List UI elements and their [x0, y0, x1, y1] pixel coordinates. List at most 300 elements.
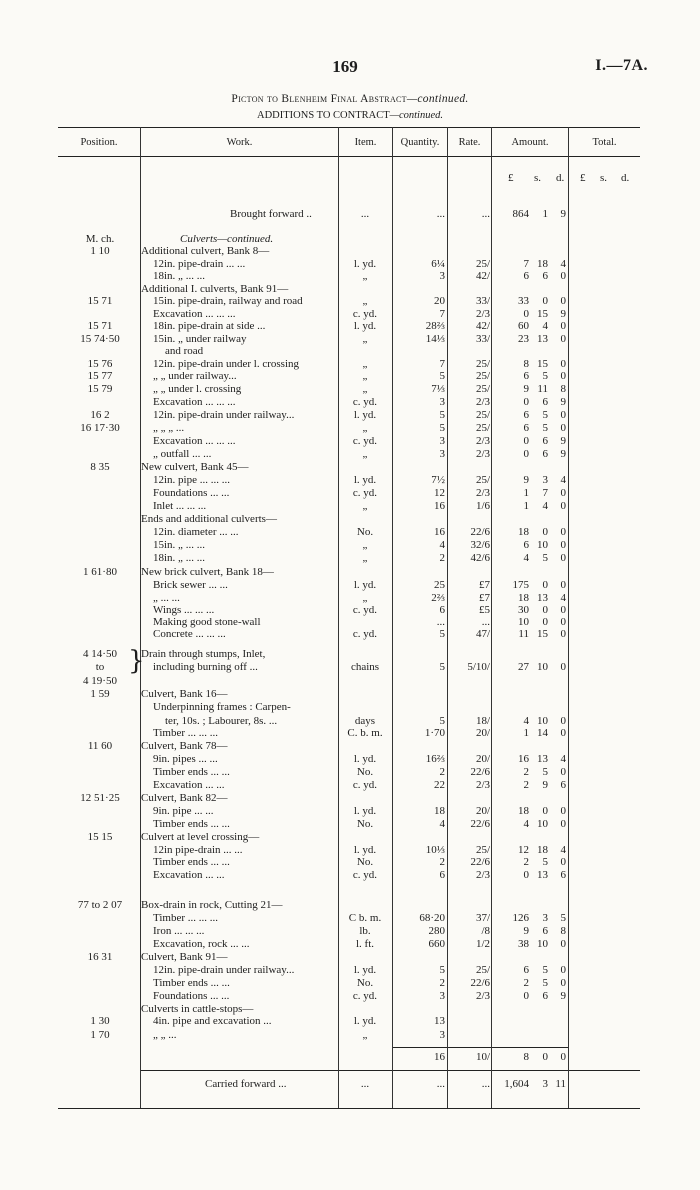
row-8-qty: 28⅔ [425, 320, 445, 332]
row-14-qty: 3 [439, 396, 445, 408]
row-16-work: „ „ „ ... [153, 422, 185, 434]
row-7-pence: 9 [560, 308, 566, 320]
row-17-pounds: 0 [523, 435, 529, 447]
row-25-qty: 4 [439, 539, 445, 551]
row-14-work: Excavation ... ... ... [153, 396, 236, 408]
row-9-rate: 33/ [475, 333, 490, 345]
row-38-qty: 5 [439, 715, 445, 727]
row-15-pence: 0 [560, 409, 566, 421]
row-57-qty: 2 [439, 977, 445, 989]
row-22-rate: 1/6 [475, 500, 490, 512]
row-12-qty: 5 [439, 370, 445, 382]
row-49-item: No. [356, 856, 374, 868]
row-3-rate: 25/ [475, 258, 490, 270]
row-60-pos: 1 30 [90, 1015, 110, 1027]
row-24-rate: 22/6 [470, 526, 490, 538]
row-61-item: „ [362, 1029, 368, 1041]
row-57-work: Timber ends ... ... [153, 977, 230, 989]
row-30-item: c. yd. [352, 604, 378, 616]
row-22-pence: 0 [560, 500, 566, 512]
row-1-pos: M. ch. [85, 233, 115, 245]
row-49-rate: 22/6 [470, 856, 490, 868]
row-44-work: Culvert, Bank 82— [141, 792, 228, 804]
row-19-work: New culvert, Bank 45— [141, 461, 249, 473]
row-20-pounds: 9 [523, 474, 529, 486]
row-17-item: c. yd. [352, 435, 378, 447]
header-rate: Rate. [458, 137, 481, 148]
row-53-rate: /8 [481, 925, 490, 937]
row-26-pounds: 4 [523, 552, 529, 564]
row-11-shillings: 15 [537, 358, 548, 370]
row-56-qty: 5 [439, 964, 445, 976]
row-47-work: Culvert at level crossing— [141, 831, 260, 843]
row-48-work: 12in pipe-drain ... ... [153, 844, 243, 856]
row-6-qty: 20 [434, 295, 445, 307]
row-29-shillings: 13 [537, 592, 548, 604]
row-30-shillings: 0 [542, 604, 548, 616]
row-31-pence: 0 [560, 616, 566, 628]
row-29-qty: 2⅔ [431, 592, 445, 604]
row-13-item: „ [362, 383, 368, 395]
row-14-pence: 9 [560, 396, 566, 408]
row-16-pence: 0 [560, 422, 566, 434]
row-38-item: days [354, 715, 376, 727]
row-24-pounds: 18 [518, 526, 529, 538]
row-32-rate: 47/ [475, 628, 490, 640]
row-12-pence: 0 [560, 370, 566, 382]
row-24-item: No. [356, 526, 374, 538]
header-quantity: Quantity. [400, 137, 440, 148]
row-54-item: l. ft. [355, 938, 375, 950]
row-15-work: 12in. pipe-drain under railway... [153, 409, 295, 421]
row-39-shillings: 14 [537, 727, 548, 739]
row-23-work: Ends and additional culverts— [141, 513, 277, 525]
row-10-work: and road [165, 345, 204, 357]
row-56-item: l. yd. [353, 964, 377, 976]
subtotal-rule [393, 1047, 568, 1048]
row-36-work: Culvert, Bank 16— [141, 688, 228, 700]
row-15-item: l. yd. [353, 409, 377, 421]
row-43-rate: 2/3 [475, 779, 490, 791]
row-8-item: l. yd. [353, 320, 377, 332]
position-brace: } [128, 646, 145, 676]
row-29-pounds: 18 [518, 592, 529, 604]
row-22-shillings: 4 [542, 500, 548, 512]
row-12-work: „ „ under railway... [153, 370, 237, 382]
row-12-pounds: 6 [523, 370, 529, 382]
row-6-rate: 33/ [475, 295, 490, 307]
row-11-rate: 25/ [475, 358, 490, 370]
row-58-pence: 9 [560, 990, 566, 1002]
col-sep-amount [568, 127, 569, 1108]
row-29-work: „ ... ... [153, 592, 180, 604]
row-32-item: c. yd. [352, 628, 378, 640]
row-41-qty: 16⅔ [425, 753, 445, 765]
row-4-shillings: 6 [542, 270, 548, 282]
row-16-item: „ [362, 422, 368, 434]
row-38-pounds: 4 [523, 715, 529, 727]
row-56-pounds: 6 [523, 964, 529, 976]
row-58-work: Foundations ... ... [153, 990, 230, 1002]
row-42-pounds: 2 [523, 766, 529, 778]
row-43-pence: 6 [560, 779, 566, 791]
col-sep-rate [491, 127, 492, 1108]
row-41-rate: 20/ [475, 753, 490, 765]
row-46-shillings: 10 [537, 818, 548, 830]
row-52-item: C b. m. [348, 912, 382, 924]
total-shillings-sign: s. [600, 172, 608, 184]
row-43-work: Excavation ... ... [153, 779, 225, 791]
row-9-item: „ [362, 333, 368, 345]
row-13-qty: 7⅓ [431, 383, 445, 395]
row-25-shillings: 10 [537, 539, 548, 551]
row-12-pos: 15 77 [87, 370, 113, 382]
row-41-pounds: 16 [518, 753, 529, 765]
row-24-qty: 16 [434, 526, 445, 538]
subtitle-continued: —continued. [389, 110, 443, 121]
row-9-qty: 14⅓ [425, 333, 445, 345]
row-28-pounds: 175 [512, 579, 529, 591]
row-32-shillings: 15 [537, 628, 548, 640]
row-0-pounds: 864 [512, 208, 529, 220]
row-21-work: Foundations ... ... [153, 487, 230, 499]
row-29-rate: £7 [479, 592, 490, 604]
header-position: Position. [80, 137, 118, 148]
row-52-pounds: 126 [512, 912, 529, 924]
row-63-shillings: 3 [542, 1078, 548, 1090]
row-3-work: 12in. pipe-drain ... ... [153, 258, 246, 270]
row-38-pence: 0 [560, 715, 566, 727]
table-top-rule [58, 127, 640, 128]
row-33-work: Drain through stumps, Inlet, [141, 648, 266, 660]
row-18-work: „ outfall ... ... [153, 448, 212, 460]
row-39-qty: 1·70 [424, 727, 445, 739]
row-45-rate: 20/ [475, 805, 490, 817]
row-63-item: ... [360, 1078, 370, 1090]
row-62-pence: 0 [560, 1051, 566, 1063]
row-6-pos: 15 71 [87, 295, 113, 307]
row-45-pence: 0 [560, 805, 566, 817]
row-8-pos: 15 71 [87, 320, 113, 332]
row-49-qty: 2 [439, 856, 445, 868]
row-49-work: Timber ends ... ... [153, 856, 230, 868]
row-50-qty: 6 [439, 869, 445, 881]
row-18-pounds: 0 [523, 448, 529, 460]
row-56-work: 12in. pipe-drain under railway... [153, 964, 295, 976]
header-work: Work. [226, 137, 253, 148]
row-32-pounds: 11 [518, 628, 529, 640]
row-12-shillings: 5 [542, 370, 548, 382]
row-42-work: Timber ends ... ... [153, 766, 230, 778]
row-8-pence: 0 [560, 320, 566, 332]
row-28-pence: 0 [560, 579, 566, 591]
row-0-item: ... [360, 208, 370, 220]
row-25-item: „ [362, 539, 368, 551]
row-17-shillings: 6 [542, 435, 548, 447]
row-9-shillings: 13 [537, 333, 548, 345]
row-25-work: 15in. „ ... ... [153, 539, 205, 551]
row-29-pence: 4 [560, 592, 566, 604]
row-22-pounds: 1 [523, 500, 529, 512]
row-2-work: Additional culvert, Bank 8— [141, 245, 270, 257]
row-16-pounds: 6 [523, 422, 529, 434]
row-62-pounds: 8 [523, 1051, 529, 1063]
row-39-pence: 0 [560, 727, 566, 739]
row-41-pence: 4 [560, 753, 566, 765]
row-58-shillings: 6 [542, 990, 548, 1002]
row-31-work: Making good stone-wall [153, 616, 261, 628]
row-15-pounds: 6 [523, 409, 529, 421]
page-number: 169 [332, 57, 358, 76]
row-8-work: 18in. pipe-drain at side ... [153, 320, 266, 332]
row-35-pos: 4 19·50 [83, 675, 117, 687]
row-11-pos: 15 76 [87, 358, 113, 370]
row-11-item: „ [362, 358, 368, 370]
row-53-pounds: 9 [523, 925, 529, 937]
row-58-pounds: 0 [523, 990, 529, 1002]
row-13-pounds: 9 [523, 383, 529, 395]
row-0-shillings: 1 [542, 208, 548, 220]
row-38-shillings: 10 [537, 715, 548, 727]
row-41-shillings: 13 [537, 753, 548, 765]
row-32-qty: 5 [439, 628, 445, 640]
row-26-qty: 2 [439, 552, 445, 564]
row-8-shillings: 4 [542, 320, 548, 332]
row-17-work: Excavation ... ... ... [153, 435, 236, 447]
row-18-rate: 2/3 [475, 448, 490, 460]
row-34-pounds: 27 [518, 661, 529, 673]
row-6-pence: 0 [560, 295, 566, 307]
row-53-shillings: 6 [542, 925, 548, 937]
row-50-pounds: 0 [523, 869, 529, 881]
row-39-item: C. b. m. [347, 727, 383, 739]
row-48-rate: 25/ [475, 844, 490, 856]
header-bottom-rule [58, 156, 640, 157]
row-17-pence: 9 [560, 435, 566, 447]
page-subtitle [0, 110, 700, 121]
row-31-rate: ... [481, 616, 490, 628]
row-44-pos: 12 51·25 [80, 792, 120, 804]
row-11-pence: 0 [560, 358, 566, 370]
row-16-shillings: 5 [542, 422, 548, 434]
row-54-shillings: 10 [537, 938, 548, 950]
row-13-pos: 15 79 [87, 383, 113, 395]
row-61-pos: 1 70 [90, 1029, 110, 1041]
row-51-work: Box-drain in rock, Cutting 21— [141, 899, 283, 911]
row-52-pence: 5 [560, 912, 566, 924]
row-34-qty: 5 [439, 661, 445, 673]
row-15-qty: 5 [439, 409, 445, 421]
row-11-pounds: 8 [523, 358, 529, 370]
row-25-rate: 32/6 [470, 539, 490, 551]
row-42-shillings: 5 [542, 766, 548, 778]
row-51-pos: 77 to 2 07 [77, 899, 123, 911]
row-18-item: „ [362, 448, 368, 460]
row-34-pos: to [95, 661, 105, 673]
row-4-pence: 0 [560, 270, 566, 282]
page-title [0, 93, 700, 105]
row-20-shillings: 3 [542, 474, 548, 486]
amount-pence-sign: d. [556, 172, 565, 184]
row-16-pos: 16 17·30 [80, 422, 120, 434]
row-25-pence: 0 [560, 539, 566, 551]
row-30-pence: 0 [560, 604, 566, 616]
row-37-work: Underpinning frames : Carpen- [153, 701, 291, 713]
row-49-pence: 0 [560, 856, 566, 868]
row-27-work: New brick culvert, Bank 18— [141, 566, 274, 578]
row-53-item: lb. [359, 925, 371, 937]
row-43-item: c. yd. [352, 779, 378, 791]
document-reference: I.—7A. [595, 57, 648, 74]
row-4-qty: 3 [439, 270, 445, 282]
amount-shillings-sign: s. [534, 172, 542, 184]
row-7-shillings: 15 [537, 308, 548, 320]
row-6-item: „ [362, 295, 368, 307]
row-26-rate: 42/6 [470, 552, 490, 564]
row-32-pence: 0 [560, 628, 566, 640]
row-56-pence: 0 [560, 964, 566, 976]
row-30-work: Wings ... ... ... [153, 604, 215, 616]
row-15-shillings: 5 [542, 409, 548, 421]
row-18-shillings: 6 [542, 448, 548, 460]
row-17-qty: 3 [439, 435, 445, 447]
row-12-rate: 25/ [475, 370, 490, 382]
row-14-shillings: 6 [542, 396, 548, 408]
row-15-pos: 16 2 [90, 409, 110, 421]
row-39-pounds: 1 [523, 727, 529, 739]
row-48-pence: 4 [560, 844, 566, 856]
total-pence-sign: d. [621, 172, 630, 184]
row-8-pounds: 60 [518, 320, 529, 332]
row-58-qty: 3 [439, 990, 445, 1002]
subtitle-main: ADDITIONS TO CONTRACT [257, 110, 390, 121]
row-48-item: l. yd. [353, 844, 377, 856]
row-21-shillings: 7 [542, 487, 548, 499]
row-34-rate: 5/10/ [467, 661, 490, 673]
row-43-pounds: 2 [523, 779, 529, 791]
row-53-qty: 280 [428, 925, 445, 937]
row-28-shillings: 0 [542, 579, 548, 591]
row-40-work: Culvert, Bank 78— [141, 740, 228, 752]
row-13-work: „ „ under l. crossing [153, 383, 242, 395]
row-20-rate: 25/ [475, 474, 490, 486]
row-21-rate: 2/3 [475, 487, 490, 499]
row-38-work: ter, 10s. ; Labourer, 8s. ... [165, 715, 278, 727]
row-56-shillings: 5 [542, 964, 548, 976]
row-61-work: „ „ ... [153, 1029, 177, 1041]
row-16-qty: 5 [439, 422, 445, 434]
row-48-pounds: 12 [518, 844, 529, 856]
row-40-pos: 11 60 [87, 740, 113, 752]
row-17-rate: 2/3 [475, 435, 490, 447]
row-63-rate: ... [481, 1078, 490, 1090]
row-11-qty: 7 [439, 358, 445, 370]
row-52-rate: 37/ [475, 912, 490, 924]
row-42-item: No. [356, 766, 374, 778]
row-58-item: c. yd. [352, 990, 378, 1002]
row-34-pence: 0 [560, 661, 566, 673]
total-pound-sign: £ [580, 172, 586, 184]
row-48-shillings: 18 [537, 844, 548, 856]
row-21-qty: 12 [434, 487, 445, 499]
row-49-pounds: 2 [523, 856, 529, 868]
row-28-work: Brick sewer ... ... [153, 579, 228, 591]
row-52-qty: 68·20 [419, 912, 445, 924]
row-16-rate: 25/ [475, 422, 490, 434]
row-63-pounds: 1,604 [504, 1078, 529, 1090]
row-0-work: Brought forward .. [230, 208, 312, 220]
row-63-qty: ... [436, 1078, 445, 1090]
row-26-shillings: 5 [542, 552, 548, 564]
row-42-rate: 22/6 [470, 766, 490, 778]
row-20-qty: 7½ [431, 474, 445, 486]
row-13-shillings: 11 [537, 383, 548, 395]
row-53-pence: 8 [560, 925, 566, 937]
row-59-work: Culverts in cattle-stops— [141, 1003, 254, 1015]
row-43-shillings: 9 [542, 779, 548, 791]
row-50-rate: 2/3 [475, 869, 490, 881]
row-22-work: Inlet ... ... ... [153, 500, 207, 512]
row-24-shillings: 0 [542, 526, 548, 538]
row-57-shillings: 5 [542, 977, 548, 989]
row-42-qty: 2 [439, 766, 445, 778]
row-0-pence: 9 [560, 208, 566, 220]
row-39-rate: 20/ [475, 727, 490, 739]
row-6-pounds: 33 [518, 295, 529, 307]
row-52-shillings: 3 [542, 912, 548, 924]
row-60-item: l. yd. [353, 1015, 377, 1027]
row-30-qty: 6 [439, 604, 445, 616]
row-39-work: Timber ... ... ... [153, 727, 218, 739]
row-4-rate: 42/ [475, 270, 490, 282]
row-22-item: „ [362, 500, 368, 512]
row-24-pence: 0 [560, 526, 566, 538]
row-46-rate: 22/6 [470, 818, 490, 830]
row-31-qty: ... [436, 616, 445, 628]
row-8-rate: 42/ [475, 320, 490, 332]
row-6-shillings: 0 [542, 295, 548, 307]
row-2-pos: 1 10 [90, 245, 110, 257]
row-7-work: Excavation ... ... ... [153, 308, 236, 320]
row-45-shillings: 0 [542, 805, 548, 817]
row-54-rate: 1/2 [475, 938, 490, 950]
row-60-work: 4in. pipe and excavation ... [153, 1015, 272, 1027]
row-61-qty: 3 [439, 1029, 445, 1041]
row-15-rate: 25/ [475, 409, 490, 421]
row-4-work: 18in. „ ... ... [153, 270, 205, 282]
row-57-item: No. [356, 977, 374, 989]
row-63-pence: 11 [555, 1078, 566, 1090]
row-60-qty: 13 [434, 1015, 445, 1027]
row-26-work: 18in. „ ... ... [153, 552, 205, 564]
title-continued: —continued. [406, 93, 469, 105]
row-57-pence: 0 [560, 977, 566, 989]
row-9-pounds: 23 [518, 333, 529, 345]
row-55-work: Culvert, Bank 91— [141, 951, 228, 963]
header-item: Item. [354, 137, 377, 148]
row-11-work: 12in. pipe-drain under l. crossing [153, 358, 300, 370]
row-50-pence: 6 [560, 869, 566, 881]
row-27-pos: 1 61·80 [83, 566, 117, 578]
row-0-qty: ... [436, 208, 445, 220]
row-57-pounds: 2 [523, 977, 529, 989]
row-4-item: „ [362, 270, 368, 282]
row-46-pounds: 4 [523, 818, 529, 830]
row-54-pence: 0 [560, 938, 566, 950]
row-50-shillings: 13 [537, 869, 548, 881]
row-45-item: l. yd. [353, 805, 377, 817]
row-47-pos: 15 15 [87, 831, 113, 843]
